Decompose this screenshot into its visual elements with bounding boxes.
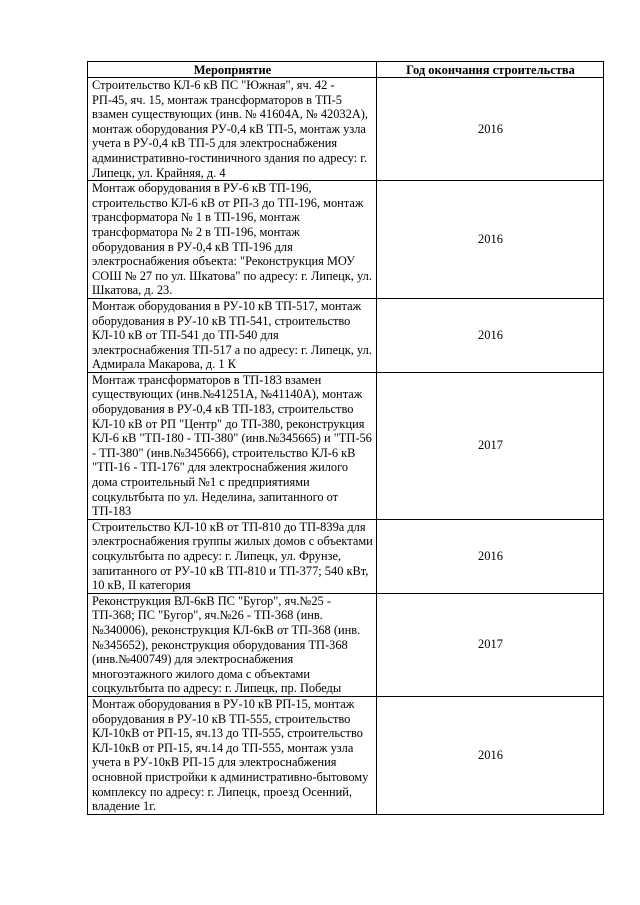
- table-row: [88, 593, 604, 696]
- table-row: [88, 372, 604, 519]
- activity-cell: Монтаж оборудования в РУ-10 кВ РП-15, монтаж оборудования в РУ-10 кВ ТП-555, строительство КЛ-10кВ от РП-15, яч.13 до ТП-555, строительство КЛ-10кВ от РП-15, яч.14 до ТП-555, монтаж узла учета в РУ-10кВ РП-15 для электроснабжения основной пристройки к административно-бытовому комплексу по адресу: г. Липецк, проезд Осенний, владение 1г.: [88, 696, 377, 814]
- table-row: [88, 696, 604, 814]
- header-activity: Мероприятие: [88, 62, 377, 78]
- year-cell: 2016: [377, 298, 604, 372]
- header-year: Год окончания строительства: [377, 62, 604, 78]
- activity-cell: Монтаж трансформаторов в ТП-183 взамен существующих (инв.№41251А, №41140А), монтаж оборудования в РУ-0,4 кВ ТП-183, строительство КЛ-10 кВ от РП "Центр" до ТП-380, реконструкция КЛ-6 кВ "ТП-180 - ТП-380" (инв.№345665) и "ТП-56 - ТП-380" (инв.№345666), строительство КЛ-6 кВ "ТП-16 - ТП-176" для электроснабжения жилого дома строительный №1 с предприятиями соцкультбыта по ул. Неделина, запитанного от ТП-183: [88, 372, 377, 519]
- activity-cell: Строительство КЛ-10 кВ от ТП-810 до ТП-839а для электроснабжения группы жилых домов с объектами соцкультбыта по адресу: г. Липецк, ул. Фрунзе, запитанного от РУ-10 кВ ТП-810 и ТП-377; 540 кВт, 10 кВ, II категория: [88, 519, 377, 593]
- year-cell: 2017: [377, 372, 604, 519]
- table-row: [88, 181, 604, 299]
- table-header-row: [88, 62, 604, 78]
- activity-cell: Монтаж оборудования в РУ-10 кВ ТП-517, монтаж оборудования в РУ-10 кВ ТП-541, строительство КЛ-10 кВ от ТП-541 до ТП-540 для электроснабжения ТП-517 а по адресу: г. Липецк, ул. Адмирала Макарова, д. 1 К: [88, 298, 377, 372]
- activity-cell: Строительство КЛ-6 кВ ПС "Южная", яч. 42 - РП-45, яч. 15, монтаж трансформаторов в ТП-5 взамен существующих (инв. № 41604А, № 42032А), монтаж оборудования РУ-0,4 кВ ТП-5, монтаж узла учета в РУ-0,4 кВ ТП-5 для электроснабжения административно-гостиничного здания по адресу: г. Липецк, ул. Крайняя, д. 4: [88, 78, 377, 181]
- activity-cell: Монтаж оборудования в РУ-6 кВ ТП-196, строительство КЛ-6 кВ от РП-3 до ТП-196, монтаж трансформатора № 1 в ТП-196, монтаж трансформатора № 2 в ТП-196, монтаж оборудования в РУ-0,4 кВ ТП-196 для электроснабжения объекта: "Реконструкция МОУ СОШ № 27 по ул. Шкатова" по адресу: г. Липецк, ул. Шкатова, д. 23.: [88, 181, 377, 299]
- table-row: [88, 298, 604, 372]
- year-cell: 2017: [377, 593, 604, 696]
- year-cell: 2016: [377, 696, 604, 814]
- year-cell: 2016: [377, 78, 604, 181]
- year-cell: 2016: [377, 181, 604, 299]
- construction-table: [87, 61, 604, 815]
- year-cell: 2016: [377, 519, 604, 593]
- activity-cell: Реконструкция ВЛ-6кВ ПС "Бугор", яч.№25 - ТП-368; ПС "Бугор", яч.№26 - ТП-368 (инв. №340006), реконструкция КЛ-6кВ от ТП-368 (инв. №345652), реконструкция оборудования ТП-368 (инв.№400749) для электроснабжения многоэтажного жилого дома с объектами соцкультбыта по адресу: г. Липецк, пр. Победы: [88, 593, 377, 696]
- table-row: [88, 519, 604, 593]
- table-row: [88, 78, 604, 181]
